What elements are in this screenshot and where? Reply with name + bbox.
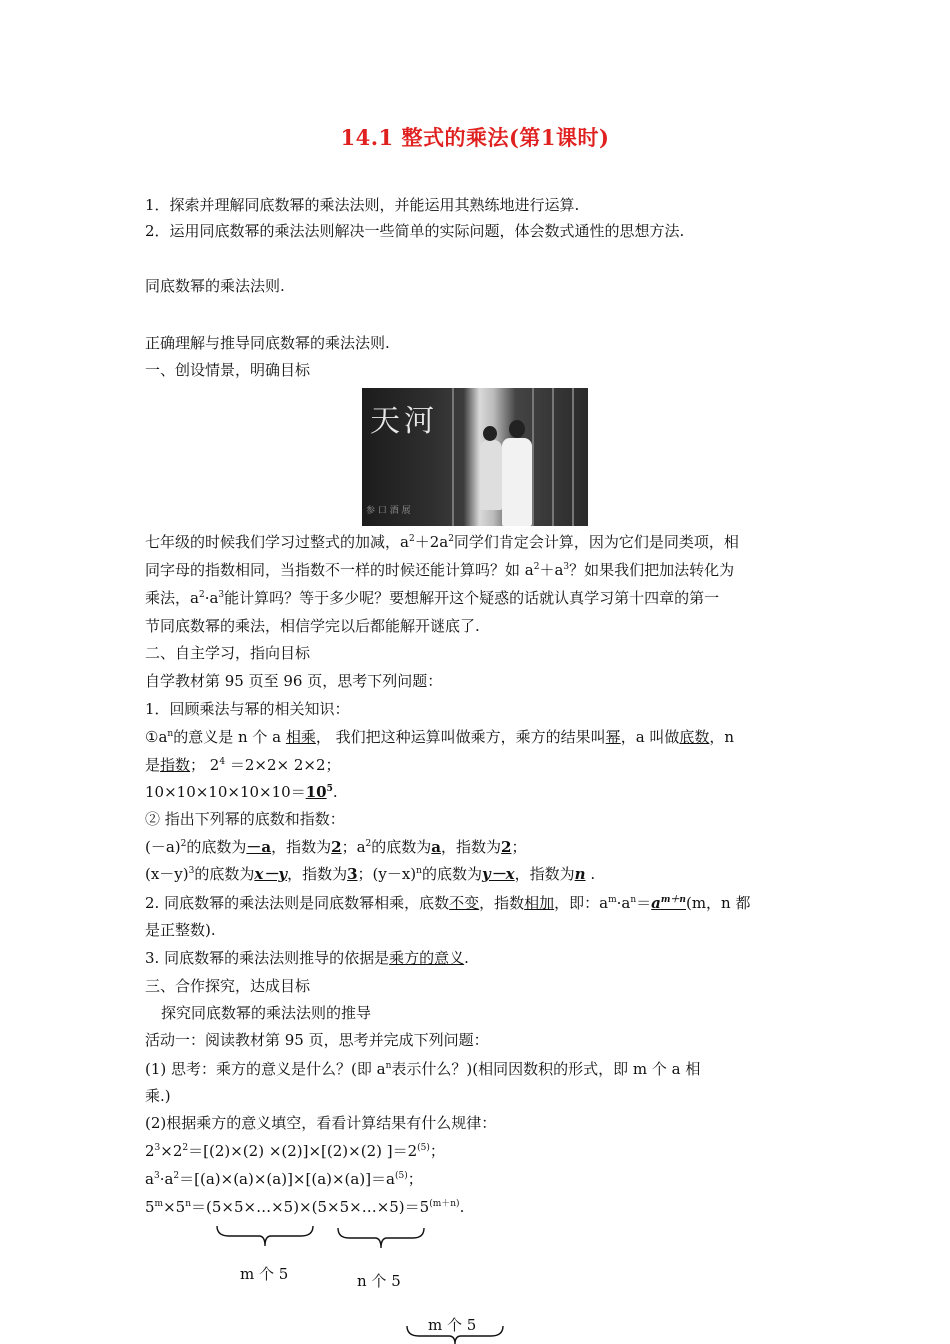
- equation-1: $2^3\times 2^2=[(2)\times(2) \times(2)]\times[(2)\times(2)$ ]$=2^{(5)}$；: [145, 1142, 445, 1160]
- photo-watermark: 参 口 酒 展: [366, 506, 411, 516]
- intro-para-line-4: 节同底数幂的乘法，相信学完以后都能解开谜底了.: [145, 617, 480, 635]
- answer-blank: 指数: [160, 756, 191, 774]
- answer-blank: 3: [347, 865, 358, 883]
- answer-line-3: $10\times 10\times 10\times 10\times 10=10^5$.: [145, 783, 338, 801]
- intro-para-line-1: 七年级的时候我们学习过整式的加减，$a^2+2a^2$同学们肯定会计算，因为它们是同类项，相: [145, 533, 739, 551]
- think-line-2: 乘.): [145, 1087, 171, 1105]
- answer-blank: y－x: [481, 865, 515, 883]
- rule-line-1: 2. 同底数幂的乘法法则是同底数幂相乘，底数不变，指数相加，即：$a^m\cdot a^n=a^{m+n}(m$，n 都: [145, 894, 751, 912]
- answer-blank: 底数: [679, 728, 710, 746]
- answer-line-2: 是指数； $2^4 =2\times 2\times 2\times 2$；: [145, 756, 341, 774]
- answer-blank: n: [574, 865, 586, 883]
- answer-blank: x－y: [254, 865, 288, 883]
- answer-blank: 10: [305, 783, 327, 801]
- brace-label-n: n 个 5: [357, 1272, 401, 1290]
- rule-basis: 3. 同底数幂的乘法法则推导的依据是乘方的意义.: [145, 949, 469, 967]
- intro-para-line-2: 同字母的指数相同，当指数不一样的时候还能计算吗？如 $a^2+a^3$？如果我们把加法转化为: [145, 561, 735, 579]
- person-figure: [480, 440, 502, 510]
- answer-blank: 相乘: [285, 728, 316, 746]
- difficulty: 正确理解与推导同底数幂的乘法法则.: [145, 334, 390, 352]
- section1-heading: 一、创设情景，明确目标: [145, 361, 311, 379]
- answer-blank: 幂: [605, 728, 621, 746]
- fill-instruction: (2)根据乘方的意义填空，看看计算结果有什么规律：: [145, 1114, 497, 1132]
- brace-label-m-bottom: m 个 5: [428, 1316, 477, 1334]
- answer-blank: 2: [501, 838, 512, 856]
- objective-2: 2．运用同底数幂的乘法法则解决一些简单的实际问题，体会数式通性的思想方法.: [145, 222, 685, 240]
- equation-3: $5^m\times 5^n=(5\times 5\times\dots\times 5)\times(5\times 5\times\dots\times 5)=5^{(m+n)}$.: [145, 1198, 465, 1216]
- rule-line-2: 是正整数).: [145, 921, 216, 939]
- brace-label-m: m 个 5: [240, 1265, 289, 1283]
- supercomputer-photo: [362, 388, 588, 526]
- answer-blank: 2: [331, 838, 342, 856]
- answer-line-6: $(x-y)^3$的底数为x－y，指数为3；$(y-x)^n$的底数为y－x，指数为n .: [145, 865, 596, 883]
- key-point: 同底数幂的乘法法则.: [145, 277, 285, 295]
- objective-1: 1．探索并理解同底数幂的乘法法则，并能运用其熟练地进行运算.: [145, 196, 580, 214]
- answer-line-1: $①a^n$的意义是 n 个 a 相乘， 我们把这种运算叫做乘方，乘方的结果叫幂，a 叫做底数，n: [145, 728, 735, 746]
- activity-1: 活动一：阅读教材第 95 页，思考并完成下列问题：: [145, 1031, 489, 1049]
- intro-para-line-3: 乘法，$a^2\cdot a^3$能计算吗？等于多少呢？要想解开这个疑惑的话就认真学习第十四章的第一: [145, 589, 720, 607]
- page-title: 14.1 整式的乘法(第1课时): [340, 125, 610, 150]
- answer-blank: 乘方的意义: [389, 949, 465, 967]
- person-figure: [502, 438, 532, 526]
- section3-heading: 三、合作探究，达成目标: [145, 977, 311, 995]
- answer-blank: －a: [246, 838, 272, 856]
- answer-blank: $a^{m+n}$: [651, 894, 686, 912]
- photo-sign-text: 天河: [370, 404, 438, 439]
- section2-intro: 自学教材第 95 页至 96 页，思考下列问题：: [145, 672, 443, 690]
- section3-subheading: 探究同底数幂的乘法法则的推导: [161, 1004, 372, 1022]
- underbrace-2: [336, 1226, 426, 1250]
- equation-2: $a^3\cdot a^2=[(a)\times(a)\times(a)]\times[(a)\times(a)]=a^{(5)}$；: [145, 1170, 423, 1188]
- answer-blank: 不变: [449, 894, 480, 912]
- underbrace-1: [215, 1224, 315, 1248]
- answer-line-5: $(-a)^2$的底数为－a，指数为2；$a^2$的底数为a，指数为2；: [145, 838, 527, 856]
- question-2: ② 指出下列幂的底数和指数：: [145, 810, 345, 828]
- think-line-1: (1) 思考：乘方的意义是什么？(即 $a^n$表示什么？)(相同因数积的形式，即 m 个 a 相: [145, 1060, 701, 1078]
- section2-heading: 二、自主学习，指向目标: [145, 644, 311, 662]
- answer-blank: a: [431, 838, 442, 856]
- question-1: 1．回顾乘法与幂的相关知识：: [145, 700, 350, 718]
- answer-blank: 相加: [524, 894, 555, 912]
